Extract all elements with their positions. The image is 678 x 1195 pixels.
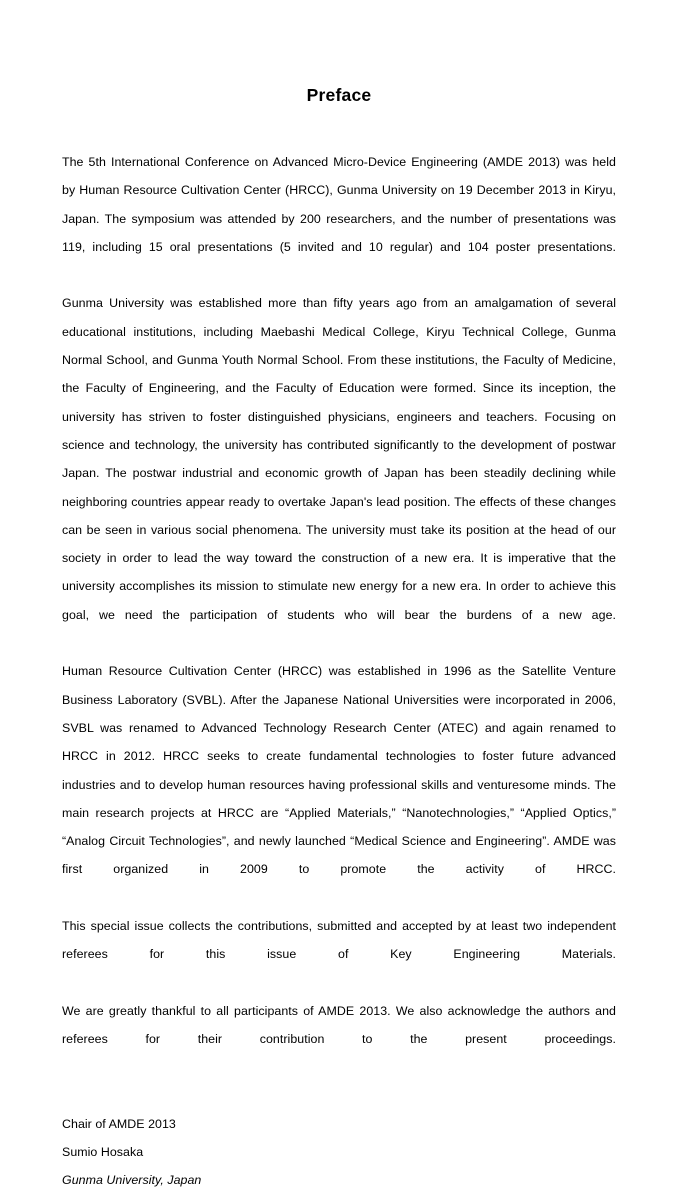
document-content: [62, 0, 616, 1195]
signature-role: Chair of AMDE 2013: [62, 1116, 176, 1131]
paragraph-university-history: Gunma University was established more than fifty years ago from an amalgamation of several educational institutions, including Maebashi Medical College, Kiryu Technical College, Gunma Normal School, and Gunma Youth Normal School. From these institutions, the Faculty of Medicine, the Faculty of Engineering, and the Faculty of Education were formed. Since its inception, the university has striven to foster distinguished physicians, engineers and teachers. Focusing on science and technology, the university has contributed significantly to the development of postwar Japan. The postwar industrial and economic growth of Japan has been steadily declining while neighboring countries appear ready to overtake Japan's lead position. The effects of these changes can be seen in various social phenomena. The university must take its position at the head of our society in order to lead the way toward the construction of a new era. It is imperative that the university accomplishes its mission to stimulate new energy for a new era. In order to achieve this goal, we need the participation of students who will bear the burdens of a new age.: [62, 296, 616, 622]
paragraph-acknowledgement: We are greatly thankful to all participants of AMDE 2013. We also acknowledge the authors and referees for their contribution to the present proceedings.: [62, 1003, 616, 1047]
signature-affiliation: Gunma University, Japan: [62, 1173, 202, 1188]
paragraph-hrcc-history: Human Resource Cultivation Center (HRCC) was established in 1996 as the Satellite Venture Business Laboratory (SVBL). After the Japanese National Universities were incorporated in 2006, SVBL was renamed to Advanced Technology Research Center (ATEC) and again renamed to HRCC in 2012. HRCC seeks to create fundamental technologies to foster future advanced industries and to develop human resources having professional skills and venturesome minds. The main research projects at HRCC are “Applied Materials,” “Nanotechnologies,” “Applied Optics,” “Analog Circuit Technologies”, and newly launched “Medical Science and Engineering”. AMDE was first organized in 2009 to promote the activity of HRCC.: [62, 664, 616, 877]
page-title: Preface: [306, 85, 372, 105]
paragraph-special-issue: This special issue collects the contributions, submitted and accepted by at least two independent referees for this issue of Key Engineering Materials.: [62, 919, 616, 962]
body-text: [62, 148, 616, 1082]
signature-block: [62, 1110, 616, 1195]
signature-name: Sumio Hosaka: [62, 1145, 144, 1160]
paragraph-conference-overview: The 5th International Conference on Advanced Micro-Device Engineering (AMDE 2013) was held by Human Resource Cultivation Center (HRCC), Gunma University on 19 December 2013 in Kiryu, Japan. The symposium was attended by 200 researchers, and the number of presentations was 119, including 15 oral presentations (5 invited and 10 regular) and 104 poster presentations.: [62, 155, 616, 254]
